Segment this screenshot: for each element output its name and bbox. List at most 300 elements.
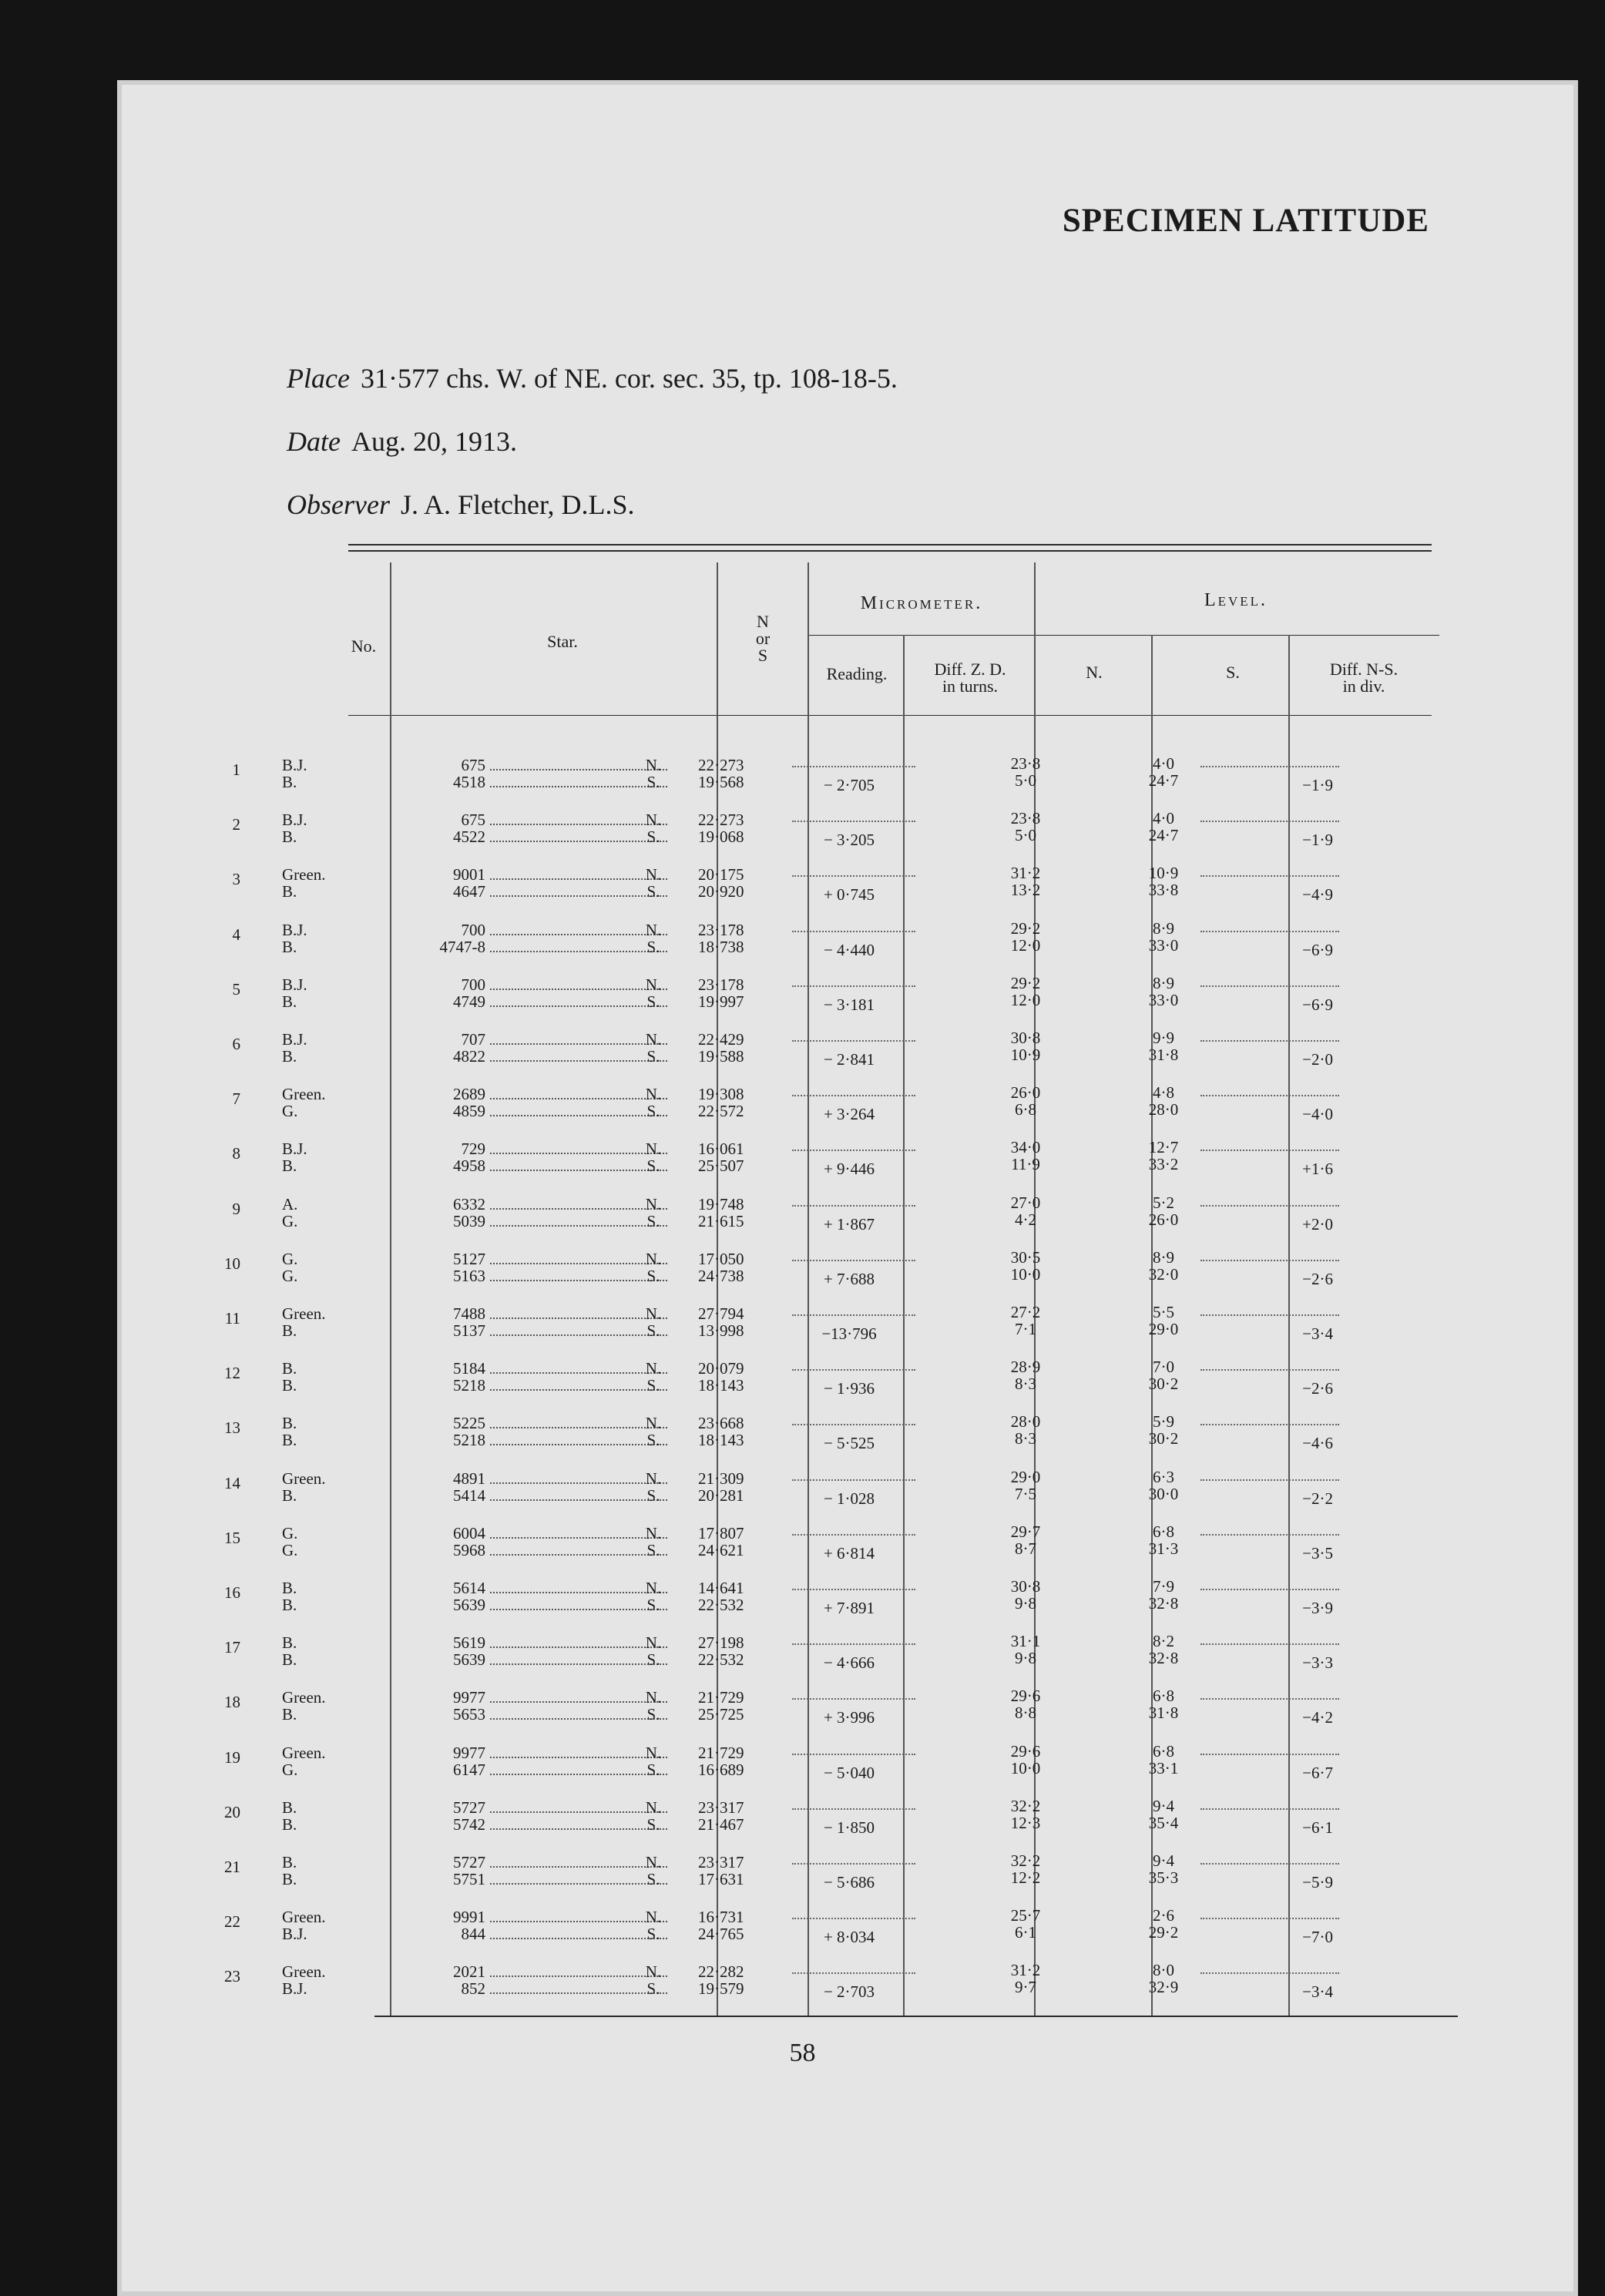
table-row — [0, 1304, 1461, 1351]
star-number-south: 4518 — [453, 773, 485, 791]
ns-north: N. — [645, 811, 662, 829]
micrometer-reading-north: 27·794 — [698, 1304, 744, 1323]
micrometer-reading-north: 22·273 — [698, 811, 744, 829]
level-n-south: 12·0 — [1010, 936, 1041, 955]
diff-zd-turns: − 3·181 — [823, 995, 875, 1014]
leader-dots — [792, 766, 915, 767]
star-number-south: 5163 — [453, 1267, 485, 1285]
star-number-south: 5414 — [453, 1486, 485, 1505]
diff-zd-turns: + 0·745 — [823, 885, 875, 904]
level-n-north: 31·1 — [1010, 1632, 1041, 1650]
level-s-north: 9·4 — [1153, 1851, 1174, 1870]
level-diff-ns: −6·9 — [1302, 995, 1333, 1014]
level-n-south: 7·1 — [1015, 1320, 1036, 1338]
ns-north: N. — [645, 1469, 662, 1488]
level-n-south: 6·1 — [1015, 1923, 1036, 1942]
level-diff-ns: −3·4 — [1302, 1324, 1333, 1343]
table-row — [0, 1413, 1461, 1461]
micrometer-reading-south: 16·689 — [698, 1761, 744, 1779]
star-number-south: 4647 — [453, 882, 485, 901]
diff-zd-turns: − 5·040 — [823, 1764, 875, 1782]
level-s-north: 10·9 — [1148, 864, 1179, 882]
level-n-north: 34·0 — [1010, 1138, 1041, 1156]
level-s-south: 31·8 — [1148, 1704, 1179, 1722]
leader-dots — [792, 1205, 915, 1207]
level-n-north: 28·0 — [1010, 1412, 1041, 1431]
star-number-north: 9977 — [453, 1688, 485, 1707]
diff-zd-turns: + 9·446 — [823, 1160, 875, 1178]
level-s-north: 5·2 — [1153, 1193, 1174, 1212]
diff-zd-turns: + 7·688 — [823, 1270, 875, 1288]
star-catalogue-north: B.J. — [282, 1030, 307, 1049]
row-number: 20 — [224, 1803, 240, 1821]
diff-zd-turns: + 7·891 — [823, 1599, 875, 1617]
date-value: Aug. 20, 1913. — [351, 426, 517, 457]
star-catalogue-north: Green. — [282, 1688, 326, 1707]
leader-dots — [1200, 1424, 1339, 1425]
header-ns-s: S — [757, 646, 768, 665]
ns-south: S. — [646, 1102, 660, 1120]
level-n-south: 6·8 — [1015, 1100, 1036, 1119]
header-ns — [732, 613, 794, 664]
level-n-north: 32·2 — [1010, 1797, 1041, 1815]
star-number-north: 675 — [461, 811, 485, 829]
micrometer-reading-south: 17·631 — [698, 1870, 744, 1888]
diff-zd-turns: + 8·034 — [823, 1928, 875, 1946]
level-s-north: 8·9 — [1153, 974, 1174, 992]
table-row — [0, 1578, 1461, 1626]
leader-dots — [792, 875, 915, 877]
micrometer-reading-north: 19·308 — [698, 1085, 744, 1103]
ns-north: N. — [645, 1304, 662, 1323]
star-number-north: 9001 — [453, 865, 485, 884]
micrometer-reading-north: 21·729 — [698, 1744, 744, 1762]
micrometer-reading-south: 24·765 — [698, 1925, 744, 1943]
table-row — [0, 1249, 1461, 1297]
place-line — [287, 362, 898, 394]
micrometer-reading-south: 19·068 — [698, 827, 744, 846]
diff-zd-turns: − 5·686 — [823, 1873, 875, 1892]
micrometer-reading-north: 17·807 — [698, 1524, 744, 1542]
level-n-south: 12·3 — [1010, 1814, 1041, 1832]
level-s-south: 28·0 — [1148, 1100, 1179, 1119]
star-number-north: 4891 — [453, 1469, 485, 1488]
level-s-south: 29·0 — [1148, 1320, 1179, 1338]
level-n-north: 29·6 — [1010, 1687, 1041, 1705]
ns-north: N. — [645, 865, 662, 884]
level-n-north: 29·2 — [1010, 919, 1041, 938]
row-number: 9 — [232, 1200, 240, 1218]
place-value: 31·577 chs. W. of NE. cor. sec. 35, tp. 108-18-5. — [360, 363, 898, 394]
star-catalogue-south: B. — [282, 882, 297, 901]
star-number-north: 700 — [461, 921, 485, 939]
leader-dots — [792, 1150, 915, 1151]
header-diff-zd-line1: Diff. Z. D. — [934, 660, 1006, 679]
table-row — [0, 1907, 1461, 1955]
diff-zd-turns: − 4·666 — [823, 1653, 875, 1672]
row-number: 3 — [232, 870, 240, 888]
micrometer-reading-north: 23·317 — [698, 1853, 744, 1871]
star-number-south: 5137 — [453, 1321, 485, 1340]
level-diff-ns: −4·2 — [1302, 1708, 1333, 1727]
date-line — [287, 425, 517, 458]
table-row — [0, 1084, 1461, 1132]
leader-dots — [1200, 1698, 1339, 1700]
level-s-south: 30·2 — [1148, 1429, 1179, 1448]
ns-south: S. — [646, 1156, 660, 1175]
diff-zd-turns: −13·796 — [821, 1324, 877, 1343]
star-number-north: 5614 — [453, 1579, 485, 1597]
level-s-south: 33·8 — [1148, 881, 1179, 899]
diff-zd-turns: + 3·264 — [823, 1105, 875, 1123]
leader-dots — [792, 1589, 915, 1590]
ns-north: N. — [645, 1140, 662, 1158]
level-n-south: 9·8 — [1015, 1649, 1036, 1667]
ns-north: N. — [645, 1688, 662, 1707]
table-row — [0, 1194, 1461, 1242]
date-label: Date — [287, 426, 341, 457]
level-n-south: 12·0 — [1010, 991, 1041, 1009]
star-number-south: 5968 — [453, 1541, 485, 1559]
star-number-north: 700 — [461, 975, 485, 994]
ns-south: S. — [646, 773, 660, 791]
level-n-north: 30·8 — [1010, 1577, 1041, 1596]
star-catalogue-north: G. — [282, 1524, 298, 1542]
leader-dots — [1200, 1205, 1339, 1207]
star-catalogue-north: B. — [282, 1579, 297, 1597]
star-number-north: 2021 — [453, 1962, 485, 1981]
ns-north: N. — [645, 1524, 662, 1542]
star-catalogue-north: B.J. — [282, 811, 307, 829]
row-number: 6 — [232, 1035, 240, 1053]
row-number: 11 — [224, 1309, 240, 1328]
leader-dots — [1200, 1314, 1339, 1316]
level-n-south: 8·3 — [1015, 1429, 1036, 1448]
star-number-south: 5742 — [453, 1815, 485, 1834]
table-row — [0, 864, 1461, 912]
leader-dots — [792, 1479, 915, 1481]
micrometer-reading-south: 22·532 — [698, 1650, 744, 1669]
level-diff-ns: −4·9 — [1302, 885, 1333, 904]
leader-dots — [1200, 1479, 1339, 1481]
leader-dots — [1200, 1589, 1339, 1590]
micrometer-reading-north: 16·061 — [698, 1140, 744, 1158]
star-number-south: 852 — [461, 1979, 485, 1998]
ns-north: N. — [645, 1195, 662, 1213]
level-s-south: 35·4 — [1148, 1814, 1179, 1832]
level-s-north: 5·9 — [1153, 1412, 1174, 1431]
table-row — [0, 1469, 1461, 1516]
star-number-south: 5653 — [453, 1705, 485, 1724]
star-catalogue-south: B.J. — [282, 1979, 307, 1998]
leader-dots — [792, 1918, 915, 1919]
diff-zd-turns: − 1·936 — [823, 1379, 875, 1398]
star-catalogue-north: Green. — [282, 1908, 326, 1926]
star-catalogue-north: Green. — [282, 1469, 326, 1488]
leader-dots — [792, 1754, 915, 1755]
micrometer-reading-north: 23·668 — [698, 1414, 744, 1432]
star-catalogue-south: B. — [282, 1596, 297, 1614]
star-number-north: 5225 — [453, 1414, 485, 1432]
star-number-south: 4747-8 — [439, 938, 485, 956]
micrometer-reading-north: 22·273 — [698, 756, 744, 774]
star-catalogue-south: B. — [282, 773, 297, 791]
level-n-south: 4·2 — [1015, 1210, 1036, 1229]
star-catalogue-north: Green. — [282, 1962, 326, 1981]
micrometer-reading-south: 19·997 — [698, 992, 744, 1011]
star-catalogue-south: B. — [282, 1650, 297, 1669]
leader-dots — [1200, 1095, 1339, 1096]
level-s-north: 4·0 — [1153, 809, 1174, 827]
ns-south: S. — [646, 1212, 660, 1230]
star-number-north: 7488 — [453, 1304, 485, 1323]
header-no: No. — [351, 636, 377, 656]
level-n-south: 10·9 — [1010, 1046, 1041, 1064]
ns-south: S. — [646, 1705, 660, 1724]
micrometer-reading-south: 18·143 — [698, 1431, 744, 1449]
level-diff-ns: −2·0 — [1302, 1050, 1333, 1069]
header-diff-ns-line1: Diff. N-S. — [1329, 660, 1398, 679]
leader-dots — [1200, 875, 1339, 877]
star-number-south: 4522 — [453, 827, 485, 846]
level-n-north: 29·0 — [1010, 1468, 1041, 1486]
level-n-south: 12·2 — [1010, 1868, 1041, 1887]
header-diff-zd-line2: in turns. — [942, 676, 999, 696]
table-row — [0, 1523, 1461, 1571]
star-catalogue-north: B. — [282, 1414, 297, 1432]
level-n-south: 10·0 — [1010, 1265, 1041, 1284]
star-catalogue-north: A. — [282, 1195, 298, 1213]
observer-label: Observer — [287, 489, 390, 520]
level-n-north: 29·7 — [1010, 1522, 1041, 1541]
level-diff-ns: −6·7 — [1302, 1764, 1333, 1782]
ns-north: N. — [645, 1085, 662, 1103]
star-catalogue-south: B.J. — [282, 1925, 307, 1943]
leader-dots — [1200, 766, 1339, 767]
micrometer-reading-north: 27·198 — [698, 1633, 744, 1652]
micrometer-reading-south: 21·615 — [698, 1212, 744, 1230]
leader-dots — [1200, 1040, 1339, 1042]
leader-dots — [792, 1040, 915, 1042]
star-number-south: 5639 — [453, 1650, 485, 1669]
level-n-south: 8·8 — [1015, 1704, 1036, 1722]
level-diff-ns: −4·6 — [1302, 1434, 1333, 1452]
level-n-north: 30·5 — [1010, 1248, 1041, 1267]
level-s-south: 33·2 — [1148, 1155, 1179, 1173]
star-catalogue-south: B. — [282, 992, 297, 1011]
micrometer-reading-south: 21·467 — [698, 1815, 744, 1834]
leader-dots — [1200, 1754, 1339, 1755]
ns-south: S. — [646, 1267, 660, 1285]
star-number-south: 5218 — [453, 1431, 485, 1449]
level-n-north: 30·8 — [1010, 1029, 1041, 1047]
row-number: 23 — [224, 1967, 240, 1986]
leader-dots — [1200, 1918, 1339, 1919]
table-row — [0, 1798, 1461, 1845]
level-s-north: 8·9 — [1153, 1248, 1174, 1267]
row-number: 22 — [224, 1912, 240, 1931]
row-number: 2 — [232, 815, 240, 834]
leader-dots — [1200, 931, 1339, 932]
level-diff-ns: −1·9 — [1302, 776, 1333, 794]
level-n-north: 25·7 — [1010, 1906, 1041, 1925]
star-number-south: 5751 — [453, 1870, 485, 1888]
header-ns-or: or — [755, 629, 771, 648]
leader-dots — [1200, 821, 1339, 822]
table-top-rule — [348, 544, 1432, 545]
table-row — [0, 755, 1461, 803]
row-number: 1 — [232, 760, 240, 779]
leader-dots — [792, 1972, 915, 1974]
ns-north: N. — [645, 1744, 662, 1762]
star-catalogue-south: B. — [282, 1321, 297, 1340]
table-row — [0, 810, 1461, 858]
micrometer-reading-south: 18·143 — [698, 1376, 744, 1395]
micrometer-reading-north: 14·641 — [698, 1579, 744, 1597]
star-catalogue-north: G. — [282, 1250, 298, 1268]
ns-north: N. — [645, 1030, 662, 1049]
level-s-north: 6·8 — [1153, 1522, 1174, 1541]
micrometer-reading-south: 24·738 — [698, 1267, 744, 1285]
diff-zd-turns: + 3·996 — [823, 1708, 875, 1727]
row-number: 13 — [224, 1418, 240, 1437]
star-catalogue-north: B.J. — [282, 921, 307, 939]
star-number-south: 5639 — [453, 1596, 485, 1614]
star-catalogue-north: Green. — [282, 1085, 326, 1103]
micrometer-reading-north: 23·178 — [698, 921, 744, 939]
header-diff-ns — [1294, 661, 1433, 695]
subheader-rule — [808, 635, 1439, 636]
ns-north: N. — [645, 975, 662, 994]
level-diff-ns: −4·0 — [1302, 1105, 1333, 1123]
level-s-south: 32·9 — [1148, 1978, 1179, 1996]
leader-dots — [1200, 1808, 1339, 1810]
level-n-south: 11·9 — [1011, 1155, 1040, 1173]
star-catalogue-north: B. — [282, 1633, 297, 1652]
table-row — [0, 1139, 1461, 1187]
level-s-south: 29·2 — [1148, 1923, 1179, 1942]
leader-dots — [792, 1863, 915, 1865]
leader-dots — [792, 1698, 915, 1700]
micrometer-reading-south: 24·621 — [698, 1541, 744, 1559]
level-n-north: 29·6 — [1010, 1742, 1041, 1761]
star-number-south: 4859 — [453, 1102, 485, 1120]
level-s-north: 2·6 — [1153, 1906, 1174, 1925]
leader-dots — [792, 1095, 915, 1096]
star-catalogue-south: G. — [282, 1761, 298, 1779]
diff-zd-turns: + 1·867 — [823, 1215, 875, 1234]
leader-dots — [1200, 1972, 1339, 1974]
leader-dots — [1200, 1534, 1339, 1536]
leader-dots — [1200, 1369, 1339, 1371]
leader-dots — [792, 1369, 915, 1371]
star-catalogue-south: B. — [282, 1431, 297, 1449]
level-s-north: 8·2 — [1153, 1632, 1174, 1650]
level-diff-ns: −1·9 — [1302, 831, 1333, 849]
header-star: Star. — [547, 632, 578, 651]
star-number-south: 4958 — [453, 1156, 485, 1175]
row-number: 10 — [224, 1254, 240, 1273]
ns-south: S. — [646, 1321, 660, 1340]
leader-dots — [1200, 1260, 1339, 1261]
level-s-north: 6·8 — [1153, 1687, 1174, 1705]
micrometer-reading-south: 13·998 — [698, 1321, 744, 1340]
star-number-north: 9991 — [453, 1908, 485, 1926]
level-s-south: 32·8 — [1148, 1649, 1179, 1667]
observer-value: J. A. Fletcher, D.L.S. — [400, 489, 635, 520]
ns-north: N. — [645, 1798, 662, 1817]
star-number-north: 9977 — [453, 1744, 485, 1762]
star-number-south: 5218 — [453, 1376, 485, 1395]
diff-zd-turns: − 1·850 — [823, 1818, 875, 1837]
leader-dots — [792, 931, 915, 932]
level-diff-ns: +2·0 — [1302, 1215, 1333, 1234]
star-number-north: 5127 — [453, 1250, 485, 1268]
star-catalogue-north: B.J. — [282, 756, 307, 774]
table-row — [0, 1687, 1461, 1735]
micrometer-reading-south: 22·572 — [698, 1102, 744, 1120]
star-catalogue-south: B. — [282, 1815, 297, 1834]
level-s-south: 24·7 — [1148, 771, 1179, 790]
leader-dots — [792, 1808, 915, 1810]
level-diff-ns: −3·4 — [1302, 1982, 1333, 2001]
table-row — [0, 1852, 1461, 1900]
table-top-rule-2 — [348, 550, 1432, 552]
level-s-north: 12·7 — [1148, 1138, 1179, 1156]
level-n-south: 5·0 — [1015, 826, 1036, 844]
row-number: 12 — [224, 1364, 240, 1382]
level-diff-ns: −7·0 — [1302, 1928, 1333, 1946]
level-diff-ns: −6·1 — [1302, 1818, 1333, 1837]
micrometer-reading-south: 25·507 — [698, 1156, 744, 1175]
diff-zd-turns: − 1·028 — [823, 1489, 875, 1508]
star-catalogue-south: B. — [282, 938, 297, 956]
level-diff-ns: −5·9 — [1302, 1873, 1333, 1892]
leader-dots — [1200, 1643, 1339, 1645]
diff-zd-turns: − 2·703 — [823, 1982, 875, 2001]
micrometer-reading-north: 22·429 — [698, 1030, 744, 1049]
header-level-n: N. — [1086, 663, 1103, 682]
micrometer-reading-south: 25·725 — [698, 1705, 744, 1724]
level-n-north: 29·2 — [1010, 974, 1041, 992]
ns-north: N. — [645, 1250, 662, 1268]
star-catalogue-south: B. — [282, 1156, 297, 1175]
row-number: 17 — [224, 1638, 240, 1657]
ns-south: S. — [646, 1870, 660, 1888]
micrometer-reading-north: 17·050 — [698, 1250, 744, 1268]
table-row — [0, 1633, 1461, 1680]
star-number-south: 4822 — [453, 1047, 485, 1066]
leader-dots — [792, 821, 915, 822]
star-catalogue-north: B. — [282, 1798, 297, 1817]
ns-north: N. — [645, 756, 662, 774]
leader-dots — [792, 1534, 915, 1536]
header-level: Level. — [1204, 590, 1268, 610]
star-catalogue-north: Green. — [282, 1744, 326, 1762]
diff-zd-turns: − 4·440 — [823, 941, 875, 959]
ns-south: S. — [646, 1486, 660, 1505]
level-n-south: 7·5 — [1015, 1485, 1036, 1503]
ns-south: S. — [646, 1650, 660, 1669]
ns-north: N. — [645, 1414, 662, 1432]
diff-zd-turns: + 6·814 — [823, 1544, 875, 1563]
level-s-south: 32·8 — [1148, 1594, 1179, 1613]
leader-dots — [1200, 1863, 1339, 1865]
level-s-north: 4·8 — [1153, 1083, 1174, 1102]
star-number-north: 6332 — [453, 1195, 485, 1213]
star-number-north: 5727 — [453, 1853, 485, 1871]
level-s-south: 30·2 — [1148, 1375, 1179, 1393]
